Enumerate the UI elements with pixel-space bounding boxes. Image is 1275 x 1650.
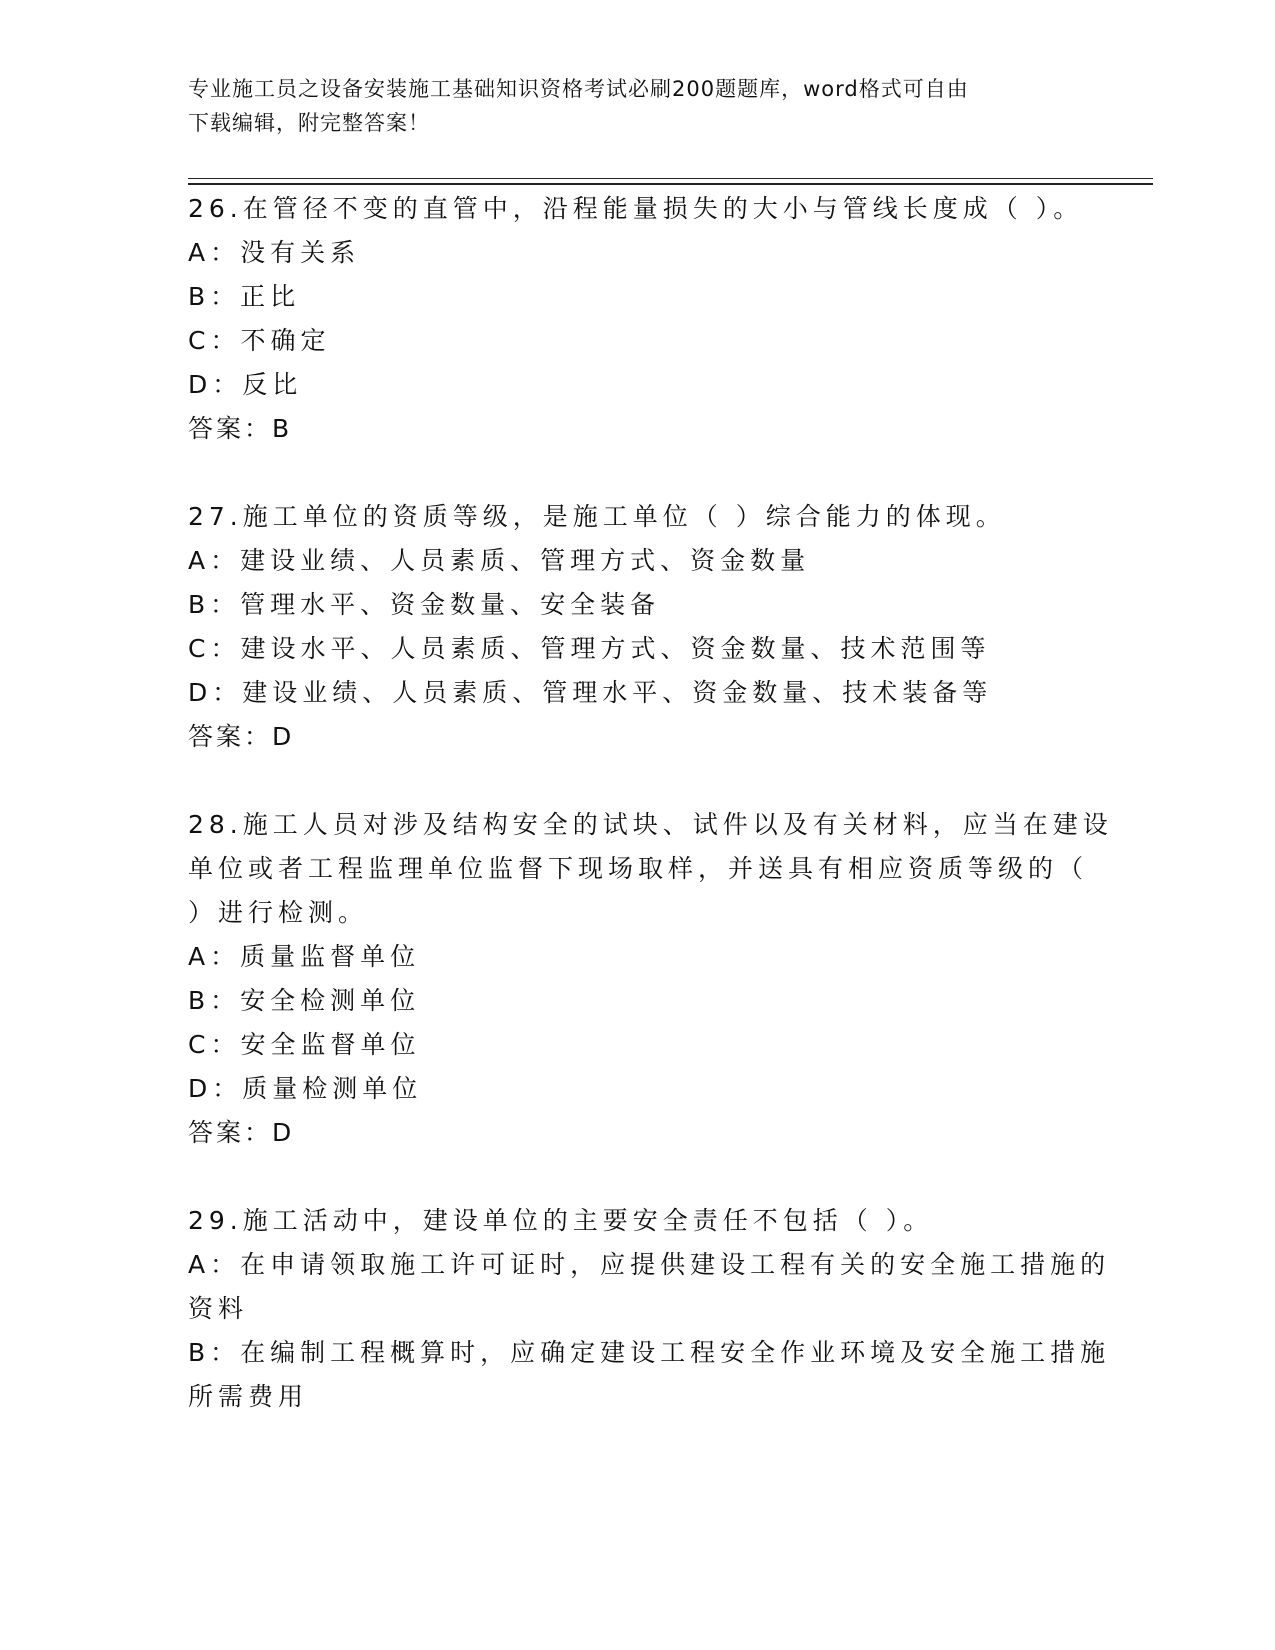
question-26-stem: 26.在管径不变的直管中，沿程能量损失的大小与管线长度成（ ）。 (188, 194, 1084, 223)
question-28-option-b: B：安全检测单位 (188, 986, 421, 1015)
question-26-option-b: B：正比 (188, 282, 301, 311)
question-26-option-c: C：不确定 (188, 326, 331, 355)
question-28-option-c: C：安全监督单位 (188, 1030, 421, 1059)
question-28-option-d: D：质量检测单位 (188, 1074, 423, 1103)
question-28-option-a: A：质量监督单位 (188, 942, 421, 971)
question-29-option-a-line-2: 资料 (188, 1294, 249, 1323)
question-29-stem: 29.施工活动中，建设单位的主要安全责任不包括（ ）。 (188, 1206, 934, 1235)
question-28-stem-line-3: ）进行检测。 (188, 898, 369, 927)
header-line-2: 下载编辑，附完整答案！ (188, 111, 430, 135)
question-29-option-b-line-2: 所需费用 (188, 1382, 309, 1411)
question-27-answer: 答案：D (188, 722, 295, 751)
question-28-stem-line-1: 28.施工人员对涉及结构安全的试块、试件以及有关材料，应当在建设 (188, 810, 1113, 839)
question-26-option-d: D：反比 (188, 370, 303, 399)
header-line-1: 专业施工员之设备安装施工基础知识资格考试必刷200题题库，word格式可自由 (188, 77, 969, 101)
question-27-option-d: D：建设业绩、人员素质、管理水平、资金数量、技术装备等 (188, 678, 993, 707)
question-28-answer: 答案：D (188, 1118, 295, 1147)
question-29-option-b-line-1: B：在编制工程概算时，应确定建设工程安全作业环境及安全施工措施 (188, 1338, 1111, 1367)
question-27-stem: 27.施工单位的资质等级，是施工单位（ ）综合能力的体现。 (188, 502, 1006, 531)
question-27-option-c: C：建设水平、人员素质、管理方式、资金数量、技术范围等 (188, 634, 991, 663)
header-rule-thin (188, 178, 1153, 179)
question-26-option-a: A：没有关系 (188, 238, 361, 267)
question-29-option-a-line-1: A：在申请领取施工许可证时，应提供建设工程有关的安全施工措施的 (188, 1250, 1111, 1279)
header-rule-thick (188, 183, 1153, 185)
question-27-option-b: B：管理水平、资金数量、安全装备 (188, 590, 661, 619)
question-27-option-a: A：建设业绩、人员素质、管理方式、资金数量 (188, 546, 811, 575)
document-header (188, 72, 1088, 140)
question-28-stem-line-2: 单位或者工程监理单位监督下现场取样，并送具有相应资质等级的（ (188, 854, 1089, 883)
question-26-answer: 答案：B (188, 414, 293, 443)
